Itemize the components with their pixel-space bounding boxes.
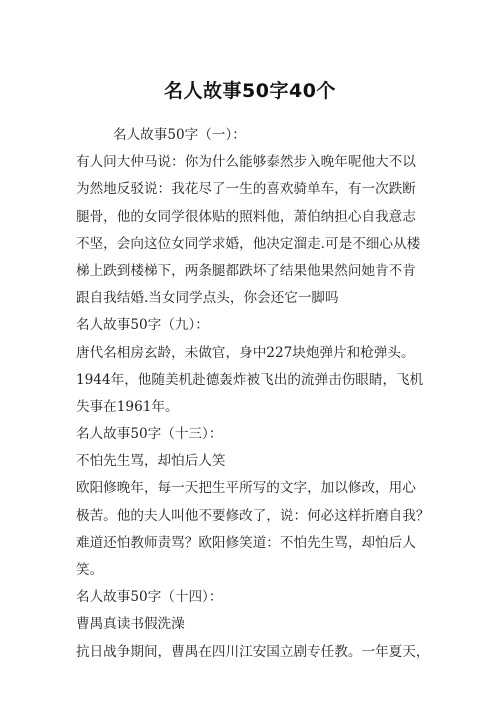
text-line: 为然地反驳说：我花尽了一生的喜欢骑单车，有一次跌断 <box>76 181 416 198</box>
text-line: 不坚，会向这位女同学求婚，他决定溜走.可是不细心从楼 <box>76 235 421 252</box>
text-line: 梯上跌到楼梯下，两条腿都跌坏了结果他果然问她肯不肯 <box>76 262 416 279</box>
text-line: 欧阳修晚年，每一天把生平所写的文字，加以修改，用心 <box>76 480 416 497</box>
section-heading: 名人故事50字（九）： <box>76 317 209 334</box>
story-title: 曹禺真读书假洗澡 <box>76 616 185 633</box>
section-heading: 名人故事50字（十三）： <box>76 426 223 443</box>
section-heading: 名人故事50字（十四）： <box>76 589 223 606</box>
text-line: 极苦。他的夫人叫他不要修改了，说：何必这样折磨自我？ <box>76 507 430 524</box>
section-heading: 名人故事50字（一）： <box>113 127 246 143</box>
text-line: 跟自我结婚.当女同学点头，你会还它一脚吗 <box>76 290 339 307</box>
story-title: 不怕先生骂，却怕后人笑 <box>76 453 226 470</box>
text-line: 抗日战争期间，曹禺在四川江安国立剧专任教。一年夏天， <box>76 643 430 660</box>
document-title: 名人故事50字40个 <box>164 80 336 102</box>
text-line: 唐代名相房玄龄，未做官，身中227块炮弹片和枪弹头。 <box>76 344 415 361</box>
document-body <box>76 122 428 666</box>
text-line: 难道还怕教师责骂？欧阳修笑道：不怕先生骂，却怕后人 <box>76 534 416 551</box>
text-line: 失事在1961年。 <box>76 398 179 415</box>
text-line: 笑。 <box>76 562 104 578</box>
text-line: 1944年，他随美机赴德轰炸被飞出的流弹击伤眼睛，飞机 <box>76 371 424 388</box>
text-line: 腿骨，他的女同学很体贴的照料他，萧伯纳担心自我意志 <box>76 208 416 225</box>
text-line: 有人问大仲马说：你为什么能够泰然步入晚年呢他大不以 <box>76 154 416 171</box>
